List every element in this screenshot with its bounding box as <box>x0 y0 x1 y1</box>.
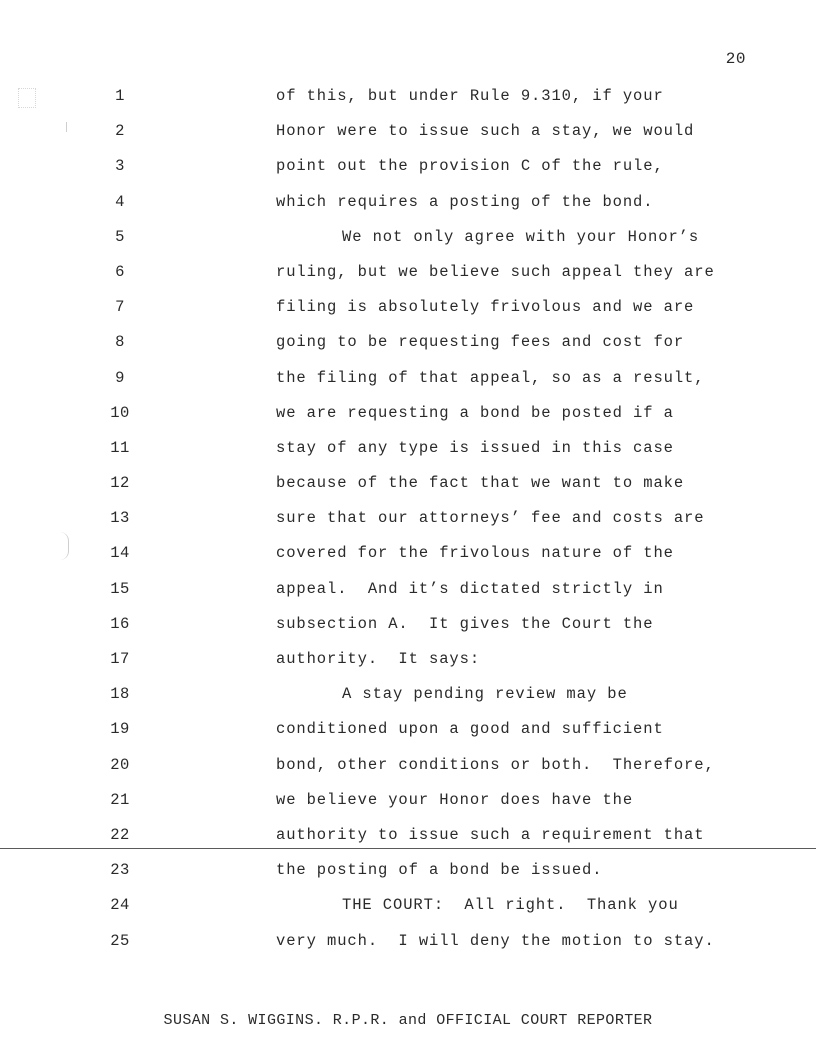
transcript-line <box>0 784 816 819</box>
line-number: 5 <box>115 227 125 246</box>
line-text: point out the provision C of the rule, <box>276 157 664 176</box>
line-number: 14 <box>110 544 130 563</box>
line-number: 4 <box>115 192 125 211</box>
transcript-line <box>0 573 816 608</box>
line-text: stay of any type is issued in this case <box>276 438 674 457</box>
line-number: 17 <box>110 650 130 668</box>
transcript-line <box>0 925 816 960</box>
line-number: 2 <box>115 122 125 141</box>
line-number: 15 <box>110 579 130 598</box>
line-text: ruling, but we believe such appeal they are <box>276 262 715 281</box>
line-text: A stay pending review may be <box>342 685 628 704</box>
line-text: because of the fact that we want to make <box>276 474 685 493</box>
transcript-line <box>0 432 816 467</box>
transcript-line <box>0 150 816 185</box>
transcript-line <box>0 502 816 537</box>
transcript-line <box>0 221 816 256</box>
transcript-line <box>0 362 816 397</box>
transcript-line <box>0 397 816 432</box>
line-text: subsection A. It gives the Court the <box>276 614 654 633</box>
line-number: 18 <box>110 685 130 704</box>
line-text: appeal. And it’s dictated strictly in <box>276 579 664 598</box>
transcript-line <box>0 326 816 361</box>
line-number: 3 <box>115 157 125 176</box>
page-number: 20 <box>725 50 746 68</box>
line-number: 16 <box>110 614 130 633</box>
line-text: covered for the frivolous nature of the <box>276 544 674 563</box>
line-text: THE COURT: All right. Thank you <box>342 896 679 915</box>
transcript-line <box>0 291 816 326</box>
line-text: we believe your Honor does have the <box>276 790 634 809</box>
line-text: very much. I will deny the motion to stay. <box>276 931 715 950</box>
transcript-line <box>0 749 816 784</box>
line-number: 13 <box>110 509 130 528</box>
line-text: conditioned upon a good and sufficient <box>276 720 664 739</box>
line-text: bond, other conditions or both. Therefore, <box>276 755 715 774</box>
line-text: sure that our attorneys’ fee and costs are <box>276 509 705 528</box>
line-number: 11 <box>110 438 130 457</box>
line-number: 6 <box>115 262 125 281</box>
line-number: 8 <box>115 333 125 352</box>
line-number: 19 <box>110 720 130 739</box>
transcript-line <box>0 537 816 572</box>
line-text: of this, but under Rule 9.310, if your <box>276 87 664 105</box>
transcript-lines <box>0 80 816 960</box>
line-number: 21 <box>110 790 130 809</box>
line-text: We not only agree with your Honor’s <box>342 227 700 246</box>
transcript-line <box>0 713 816 748</box>
transcript-line <box>0 854 816 889</box>
transcript-line <box>0 186 816 221</box>
page-divider-rule <box>0 848 816 849</box>
line-number: 1 <box>115 87 125 105</box>
line-number: 7 <box>115 298 125 317</box>
court-reporter-footer: SUSAN S. WIGGINS. R.P.R. and OFFICIAL COURT REPORTER <box>163 1012 653 1029</box>
line-number: 9 <box>115 368 125 387</box>
line-text: the posting of a bond be issued. <box>276 861 603 880</box>
line-text: Honor were to issue such a stay, we would <box>276 122 695 141</box>
transcript-line <box>0 467 816 502</box>
line-text: authority to issue such a requirement that <box>276 825 705 844</box>
line-text: authority. It says: <box>276 650 481 668</box>
line-text: the filing of that appeal, so as a result, <box>276 368 705 387</box>
line-number: 24 <box>110 896 130 915</box>
line-number: 10 <box>110 403 130 422</box>
line-text: filing is absolutely frivolous and we are <box>276 298 695 317</box>
transcript-line <box>0 608 816 643</box>
transcript-line <box>0 256 816 291</box>
line-number: 25 <box>110 931 130 950</box>
line-number: 23 <box>110 861 130 880</box>
transcript-line <box>0 889 816 924</box>
line-number: 22 <box>110 825 130 844</box>
transcript-line <box>0 80 816 115</box>
transcript-line <box>0 115 816 150</box>
transcript-line <box>0 678 816 713</box>
transcript-line <box>0 643 816 678</box>
line-number: 20 <box>110 755 130 774</box>
line-text: we are requesting a bond be posted if a <box>276 403 674 422</box>
line-text: going to be requesting fees and cost for <box>276 333 685 352</box>
line-number: 12 <box>110 474 130 493</box>
line-text: which requires a posting of the bond. <box>276 192 654 211</box>
